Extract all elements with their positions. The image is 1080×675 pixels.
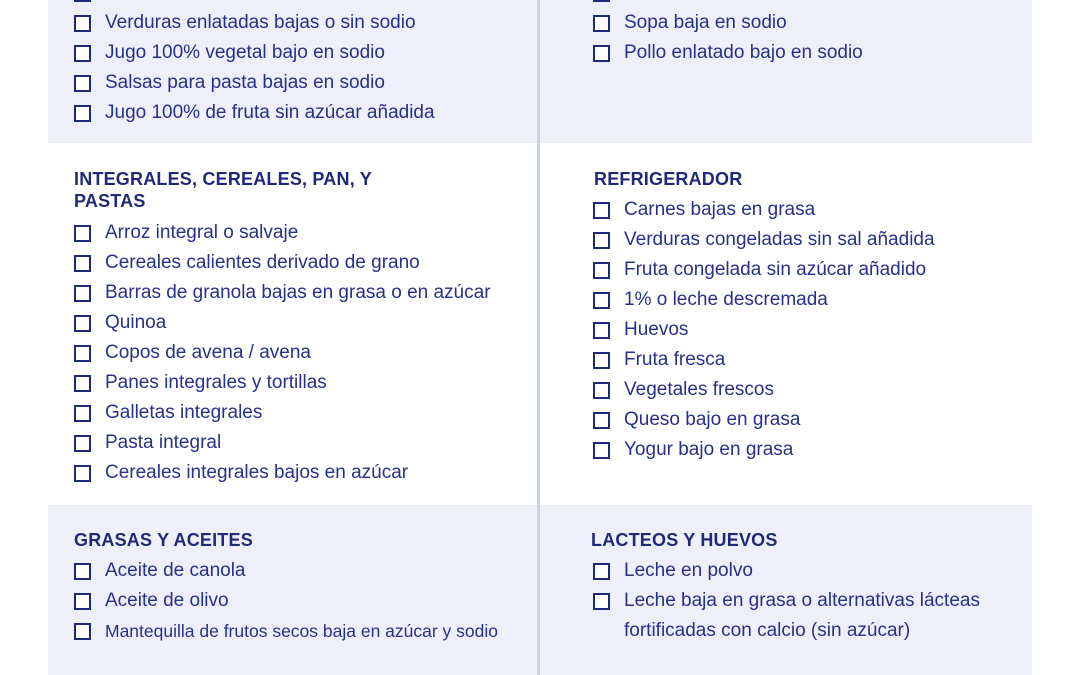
checklist-item <box>74 586 229 616</box>
column-divider <box>537 0 540 675</box>
item-label: Leche baja en grasa o alternativas lácteas fortificadas con calcio (sin azúcar) <box>624 590 980 641</box>
checklist-item <box>593 556 753 586</box>
checklist-item-cutoff-right <box>593 0 624 2</box>
checkbox[interactable] <box>74 375 91 392</box>
checklist-item <box>74 8 416 38</box>
checklist-item <box>74 556 246 586</box>
checkbox[interactable] <box>593 0 610 2</box>
checkbox[interactable] <box>74 225 91 242</box>
checklist-item <box>593 375 774 405</box>
checklist-item <box>74 308 166 338</box>
checkbox[interactable] <box>74 75 91 92</box>
checklist-item <box>593 8 787 38</box>
checklist-item <box>74 338 311 368</box>
checkbox[interactable] <box>74 285 91 302</box>
checklist-item <box>593 195 815 225</box>
checkbox[interactable] <box>593 262 610 279</box>
item-label: Aceite de olivo <box>105 590 229 611</box>
dairy-section-header <box>591 529 991 557</box>
item-label: Verduras congeladas sin sal añadida <box>624 229 935 250</box>
checklist-item <box>74 428 221 458</box>
checkbox[interactable] <box>593 292 610 309</box>
item-label: Cereales calientes derivado de grano <box>105 252 420 273</box>
checklist-item <box>593 285 828 315</box>
section-heading: LACTEOS Y HUEVOS <box>591 530 778 550</box>
checklist-item-cutoff-left <box>74 0 105 2</box>
checkbox[interactable] <box>74 105 91 122</box>
item-label: Sopa baja en sodio <box>624 12 787 33</box>
item-label: Carnes bajas en grasa <box>624 199 816 220</box>
fats-section-header <box>74 529 474 557</box>
checkbox[interactable] <box>74 563 91 580</box>
item-label: Vegetales frescos <box>624 379 774 400</box>
item-label: Leche en polvo <box>624 560 753 581</box>
checklist-item <box>593 435 793 465</box>
section-heading: GRASAS Y ACEITES <box>74 530 253 550</box>
item-label: Pollo enlatado bajo en sodio <box>624 42 863 63</box>
checkbox[interactable] <box>74 315 91 332</box>
checkbox[interactable] <box>74 345 91 362</box>
section-heading: REFRIGERADOR <box>594 169 743 189</box>
checkbox[interactable] <box>593 352 610 369</box>
checklist-item <box>593 345 725 375</box>
item-label: Galletas integrales <box>105 402 263 423</box>
checkbox[interactable] <box>593 442 610 459</box>
checkbox[interactable] <box>74 0 91 2</box>
checklist-item <box>593 405 800 435</box>
item-label: Barras de granola bajas en grasa o en azúcar <box>105 282 491 303</box>
checkbox[interactable] <box>74 255 91 272</box>
item-label: Yogur bajo en grasa <box>624 439 794 460</box>
item-label: 1% o leche descremada <box>624 289 828 310</box>
checkbox[interactable] <box>74 465 91 482</box>
item-label: Salsas para pasta bajas en sodio <box>105 72 385 93</box>
checklist-item <box>593 255 926 285</box>
item-label: Pasta integral <box>105 432 222 453</box>
checklist-item <box>74 616 498 646</box>
section-heading: INTEGRALES, CEREALES, PAN, Y PASTAS <box>74 169 372 211</box>
grains-section-header <box>74 168 394 218</box>
item-label: Fruta fresca <box>624 349 726 370</box>
checkbox[interactable] <box>74 623 91 640</box>
checklist-item <box>74 218 298 248</box>
checkbox[interactable] <box>593 45 610 62</box>
checklist-item <box>74 398 262 428</box>
item-label: Copos de avena / avena <box>105 342 311 363</box>
item-label: Huevos <box>624 319 689 340</box>
checklist-item <box>593 38 863 68</box>
item-label: Quinoa <box>105 312 167 333</box>
checkbox[interactable] <box>74 593 91 610</box>
item-label: Mantequilla de frutos secos baja en azúcar y sodio <box>105 621 499 641</box>
checkbox[interactable] <box>593 15 610 32</box>
checklist-item <box>74 68 385 98</box>
checkbox[interactable] <box>593 593 610 610</box>
fridge-section-header <box>594 168 994 196</box>
checklist-item <box>593 315 688 345</box>
checkbox[interactable] <box>593 382 610 399</box>
item-label: Cereales integrales bajos en azúcar <box>105 462 409 483</box>
checkbox[interactable] <box>74 435 91 452</box>
checklist-item <box>593 225 935 255</box>
checkbox[interactable] <box>593 563 610 580</box>
checkbox[interactable] <box>593 232 610 249</box>
checklist-item <box>74 98 435 128</box>
item-label: Arroz integral o salvaje <box>105 222 299 243</box>
item-label: Verduras enlatadas bajas o sin sodio <box>105 12 416 33</box>
checklist-item <box>74 458 408 488</box>
item-label: Aceite de canola <box>105 560 246 581</box>
checklist-item <box>74 248 420 278</box>
checkbox[interactable] <box>74 405 91 422</box>
item-label: Jugo 100% vegetal bajo en sodio <box>105 42 385 63</box>
item-label: Queso bajo en grasa <box>624 409 801 430</box>
checkbox[interactable] <box>593 412 610 429</box>
checklist-item <box>593 586 1019 646</box>
checkbox[interactable] <box>593 322 610 339</box>
checkbox[interactable] <box>593 202 610 219</box>
checklist-item <box>74 38 385 68</box>
item-label: Fruta congelada sin azúcar añadido <box>624 259 927 280</box>
checklist-item <box>74 368 327 398</box>
checklist-item <box>74 278 491 308</box>
checkbox[interactable] <box>74 15 91 32</box>
item-label: Panes integrales y tortillas <box>105 372 327 393</box>
checkbox[interactable] <box>74 45 91 62</box>
item-label: Jugo 100% de fruta sin azúcar añadida <box>105 102 435 123</box>
